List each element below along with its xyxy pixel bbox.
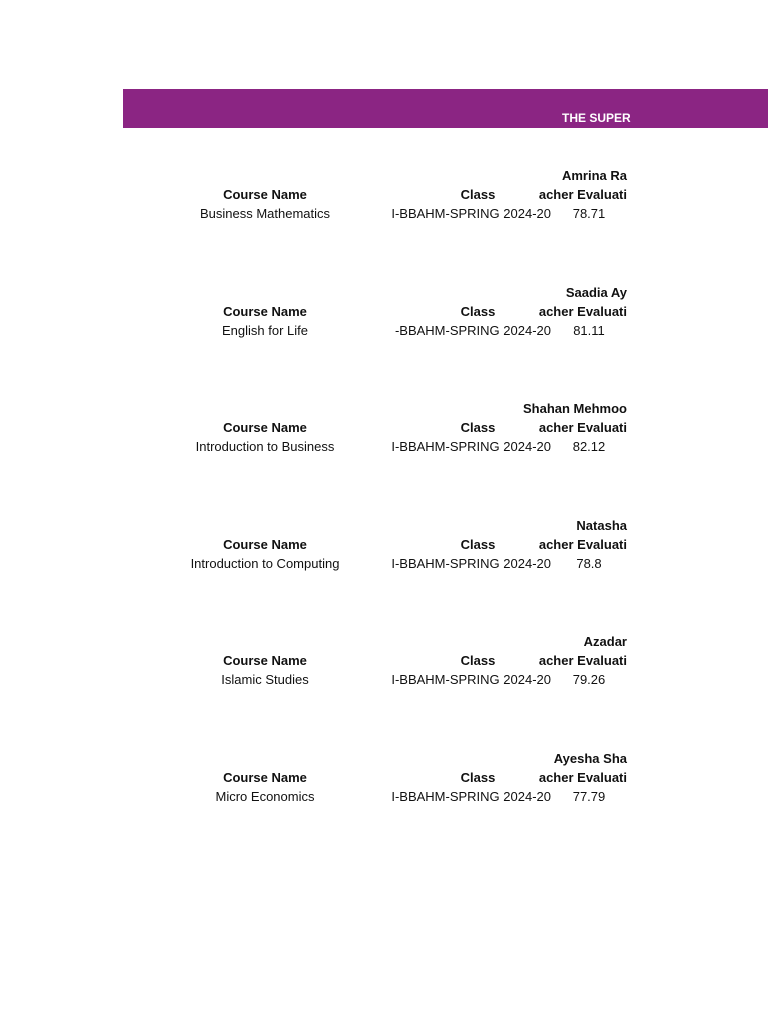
class-value-text: I-BBAHM-SPRING 2024-20 <box>391 439 551 454</box>
teacher-name: Shahan Mehmoo <box>522 401 627 416</box>
evaluation-header-text: acher Evaluati <box>538 770 627 785</box>
class-value <box>391 438 551 456</box>
teacher-section <box>0 167 768 227</box>
course-name-header: Course Name <box>223 537 307 552</box>
teacher-section <box>0 284 768 344</box>
course-name-header: Course Name <box>223 420 307 435</box>
class-value <box>391 205 551 223</box>
course-name-header: Course Name <box>223 653 307 668</box>
evaluation-header <box>538 419 627 437</box>
teacher-name: Saadia Ay <box>565 285 627 300</box>
class-value-text: I-BBAHM-SPRING 2024-20 <box>391 672 551 687</box>
teacher-section <box>0 517 768 577</box>
class-header: Class <box>460 420 496 435</box>
course-name: English for Life <box>222 323 308 338</box>
course-name-header: Course Name <box>223 187 307 202</box>
evaluation-score: 82.12 <box>572 439 606 454</box>
course-name: Islamic Studies <box>221 672 309 687</box>
course-name: Introduction to Computing <box>190 556 340 571</box>
evaluation-score: 78.8 <box>576 556 602 571</box>
evaluation-score: 81.11 <box>573 323 605 338</box>
course-name: Introduction to Business <box>195 439 335 454</box>
class-value <box>394 322 551 340</box>
class-header: Class <box>460 187 496 202</box>
course-name-header: Course Name <box>223 304 307 319</box>
course-name: Micro Economics <box>215 789 315 804</box>
class-value-text: -BBAHM-SPRING 2024-20 <box>394 323 551 338</box>
teacher-name: Natasha <box>576 518 627 533</box>
class-value <box>391 788 551 806</box>
class-value-text: I-BBAHM-SPRING 2024-20 <box>391 556 551 571</box>
class-value-text: I-BBAHM-SPRING 2024-20 <box>391 206 551 221</box>
class-header: Class <box>460 653 496 668</box>
evaluation-header <box>538 652 627 670</box>
evaluation-header-text: acher Evaluati <box>538 653 627 668</box>
evaluation-header <box>538 536 627 554</box>
class-value-text: I-BBAHM-SPRING 2024-20 <box>391 789 551 804</box>
teacher-name: Amrina Ra <box>561 168 627 183</box>
course-name-header: Course Name <box>223 770 307 785</box>
teacher-section <box>0 400 768 460</box>
evaluation-score: 79.26 <box>572 672 606 687</box>
class-header: Class <box>460 304 496 319</box>
evaluation-header-text: acher Evaluati <box>538 537 627 552</box>
evaluation-header <box>538 303 627 321</box>
class-value <box>391 671 551 689</box>
evaluation-header <box>538 769 627 787</box>
course-name: Business Mathematics <box>199 206 331 221</box>
evaluation-score: 77.79 <box>572 789 606 804</box>
evaluation-header-text: acher Evaluati <box>538 187 627 202</box>
class-header: Class <box>460 770 496 785</box>
banner-title-text: THE SUPER <box>562 111 631 125</box>
evaluation-header-text: acher Evaluati <box>538 304 627 319</box>
class-value <box>391 555 551 573</box>
teacher-section <box>0 633 768 693</box>
teacher-name: Azadar <box>583 634 627 649</box>
evaluation-header <box>538 186 627 204</box>
teacher-name: Ayesha Sha <box>553 751 627 766</box>
banner-title <box>442 110 631 126</box>
evaluation-header-text: acher Evaluati <box>538 420 627 435</box>
teacher-section <box>0 750 768 810</box>
evaluation-score: 78.71 <box>572 206 606 221</box>
class-header: Class <box>460 537 496 552</box>
